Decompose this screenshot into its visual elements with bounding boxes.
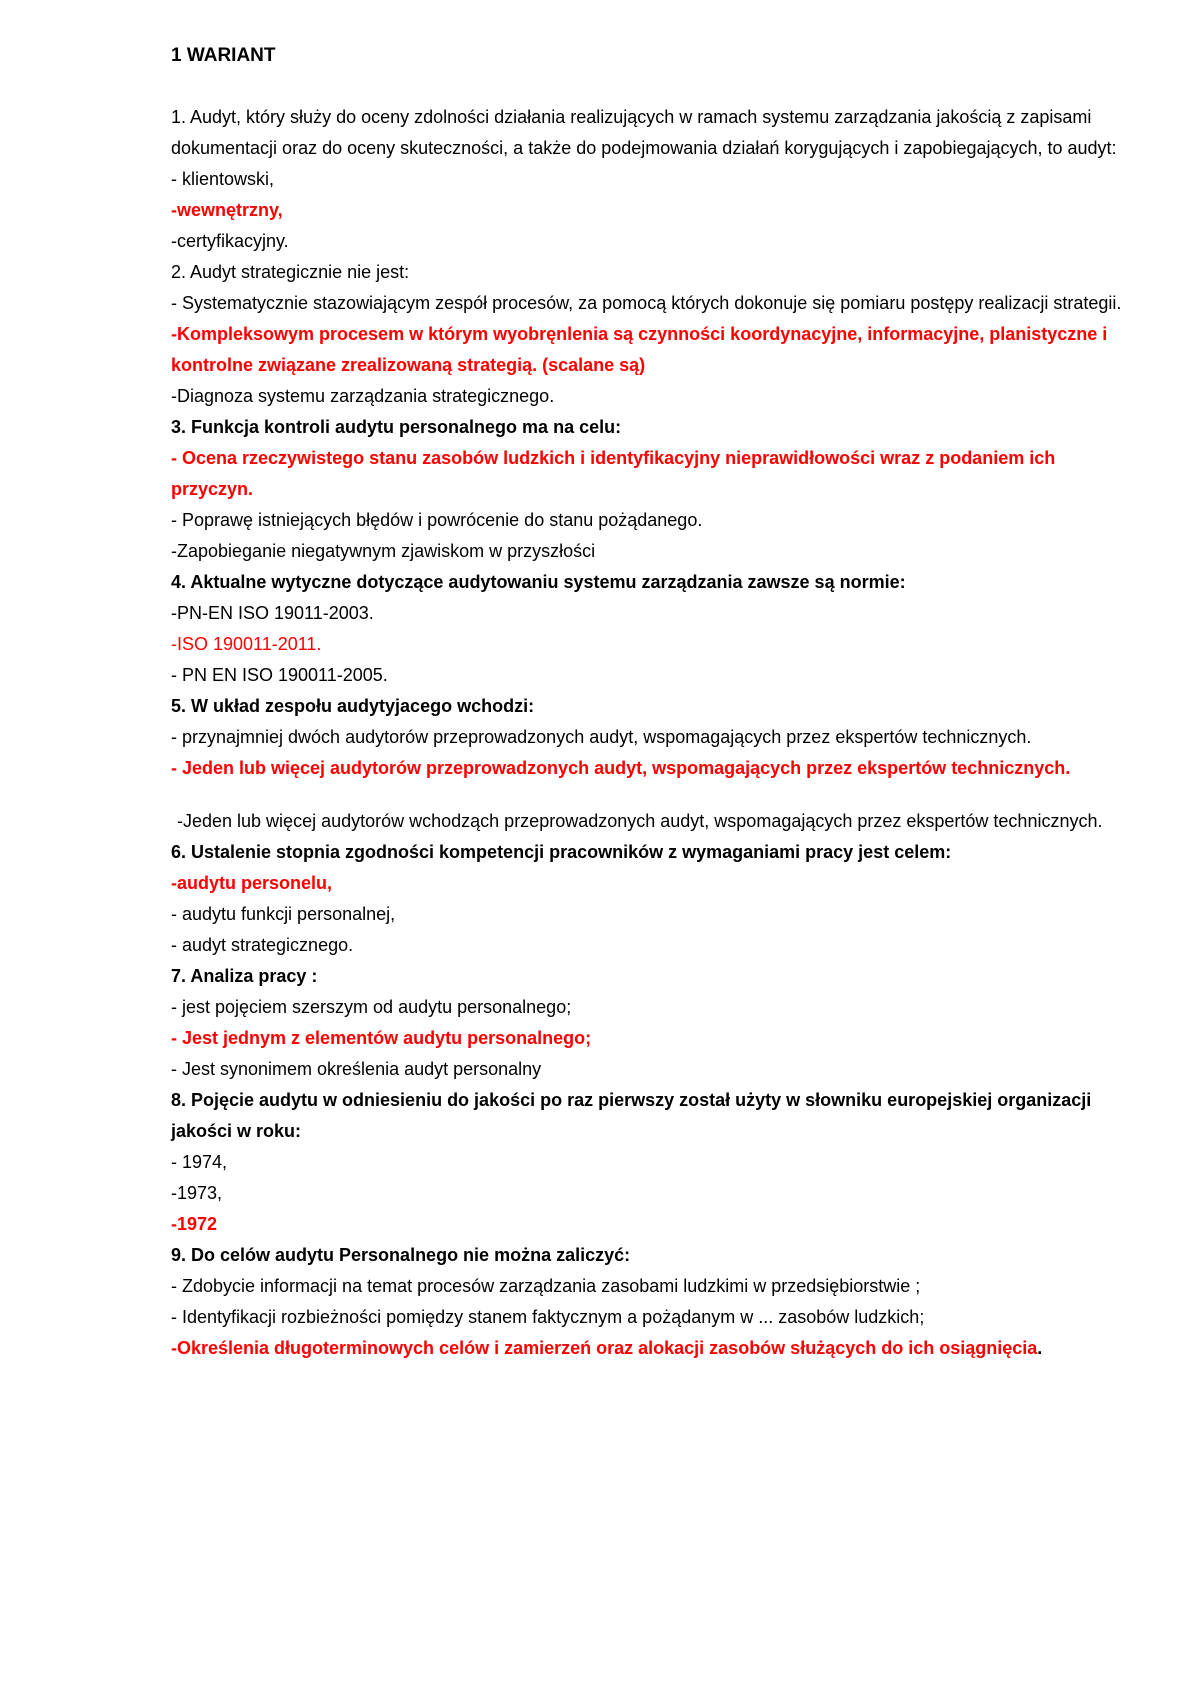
q4-answer-a: -PN-EN ISO 19011-2003. [171, 603, 374, 623]
q7-answer-a: - jest pojęciem szerszym od audytu personalnego; [171, 997, 572, 1017]
q2-answer-c: -Diagnoza systemu zarządzania strategicznego. [171, 386, 555, 406]
document-page [171, 40, 1136, 1364]
q6-answer-a-correct: -audytu personelu, [171, 873, 333, 893]
q2-answer-a: - Systematycznie stazowiającym zespół procesów, za pomocą których dokonuje się pomiaru postępy realizacji strategii. [171, 293, 1122, 313]
q4-answer-b-correct: -ISO 190011-2011. [171, 634, 322, 654]
q5-answer-c: -Jeden lub więcej audytorów wchodząch przeprowadzonych audyt, wspomagających przez ekspertów technicznych. [177, 811, 1103, 831]
q3-answer-a-correct: - Ocena rzeczywistego stanu zasobów ludzkich i identyfikacyjny nieprawidłowości wraz z podaniem ich przyczyn. [171, 448, 1056, 499]
question-6: 6. Ustalenie stopnia zgodności kompetencji pracowników z wymaganiami pracy jest celem: [171, 842, 952, 862]
q1-answer-c: -certyfikacyjny. [171, 231, 289, 251]
q7-answer-c: - Jest synonimem określenia audyt personalny [171, 1059, 542, 1079]
q9-answer-c-line [171, 1333, 1136, 1364]
question-3: 3. Funkcja kontroli audytu personalnego ma na celu: [171, 417, 622, 437]
q6-answer-b: - audytu funkcji personalnej, [171, 904, 396, 924]
question-8: 8. Pojęcie audytu w odniesieniu do jakości po raz pierwszy został użyty w słowniku europejskiej organizacji jakości w roku: [171, 1090, 1092, 1141]
question-7: 7. Analiza pracy : [171, 966, 318, 986]
q8-answer-a: - 1974, [171, 1152, 228, 1172]
q9-answer-c-correct: -Określenia długoterminowych celów i zamierzeń oraz alokacji zasobów służących do ich osiągnięcia [171, 1338, 1038, 1358]
question-4: 4. Aktualne wytyczne dotyczące audytowaniu systemu zarządzania zawsze są normie: [171, 572, 906, 592]
q8-answer-b: -1973, [171, 1183, 223, 1203]
q7-answer-b-correct: - Jest jednym z elementów audytu personalnego; [171, 1028, 592, 1048]
q8-answer-c-correct: -1972 [171, 1214, 218, 1234]
q3-answer-b: - Poprawę istniejących błędów i powrócenie do stanu pożądanego. [171, 510, 703, 530]
q9-answer-c-period: . [1037, 1338, 1043, 1358]
document-title: 1 WARIANT [171, 45, 276, 66]
q4-answer-c: - PN EN ISO 190011-2005. [171, 665, 388, 685]
paragraph-gap [171, 784, 1136, 806]
q1-answer-b-correct: -wewnętrzny, [171, 200, 283, 220]
q9-answer-b: - Identyfikacji rozbieżności pomiędzy stanem faktycznym a pożądanym w ... zasobów ludzkich; [171, 1307, 925, 1327]
q5-answer-a: - przynajmniej dwóch audytorów przeprowadzonych audyt, wspomagających przez ekspertów technicznych. [171, 727, 1032, 747]
q9-answer-a: - Zdobycie informacji na temat procesów zarządzania zasobami ludzkimi w przedsiębiorstwie ; [171, 1276, 921, 1296]
question-1: 1. Audyt, który służy do oceny zdolności działania realizujących w ramach systemu zarządzania jakością z zapisami dokumentacji oraz do oceny skuteczności, a także do podejmowania działań korygujących i zapobiegających, to audyt: [171, 107, 1117, 158]
q1-answer-a: - klientowski, [171, 169, 275, 189]
q2-answer-b-correct: -Kompleksowym procesem w którym wyobręnlenia są czynności koordynacyjne, informacyjne, planistyczne i kontrolne związane zrealizowaną strategią. (scalane są) [171, 324, 1108, 375]
q3-answer-c: -Zapobieganie niegatywnym zjawiskom w przyszłości [171, 541, 596, 561]
question-9: 9. Do celów audytu Personalnego nie można zaliczyć: [171, 1245, 631, 1265]
question-2: 2. Audyt strategicznie nie jest: [171, 262, 410, 282]
question-5: 5. W układ zespołu audytyjacego wchodzi: [171, 696, 535, 716]
q5-answer-b-correct: - Jeden lub więcej audytorów przeprowadzonych audyt, wspomagających przez ekspertów technicznych. [171, 758, 1071, 778]
q6-answer-c: - audyt strategicznego. [171, 935, 354, 955]
